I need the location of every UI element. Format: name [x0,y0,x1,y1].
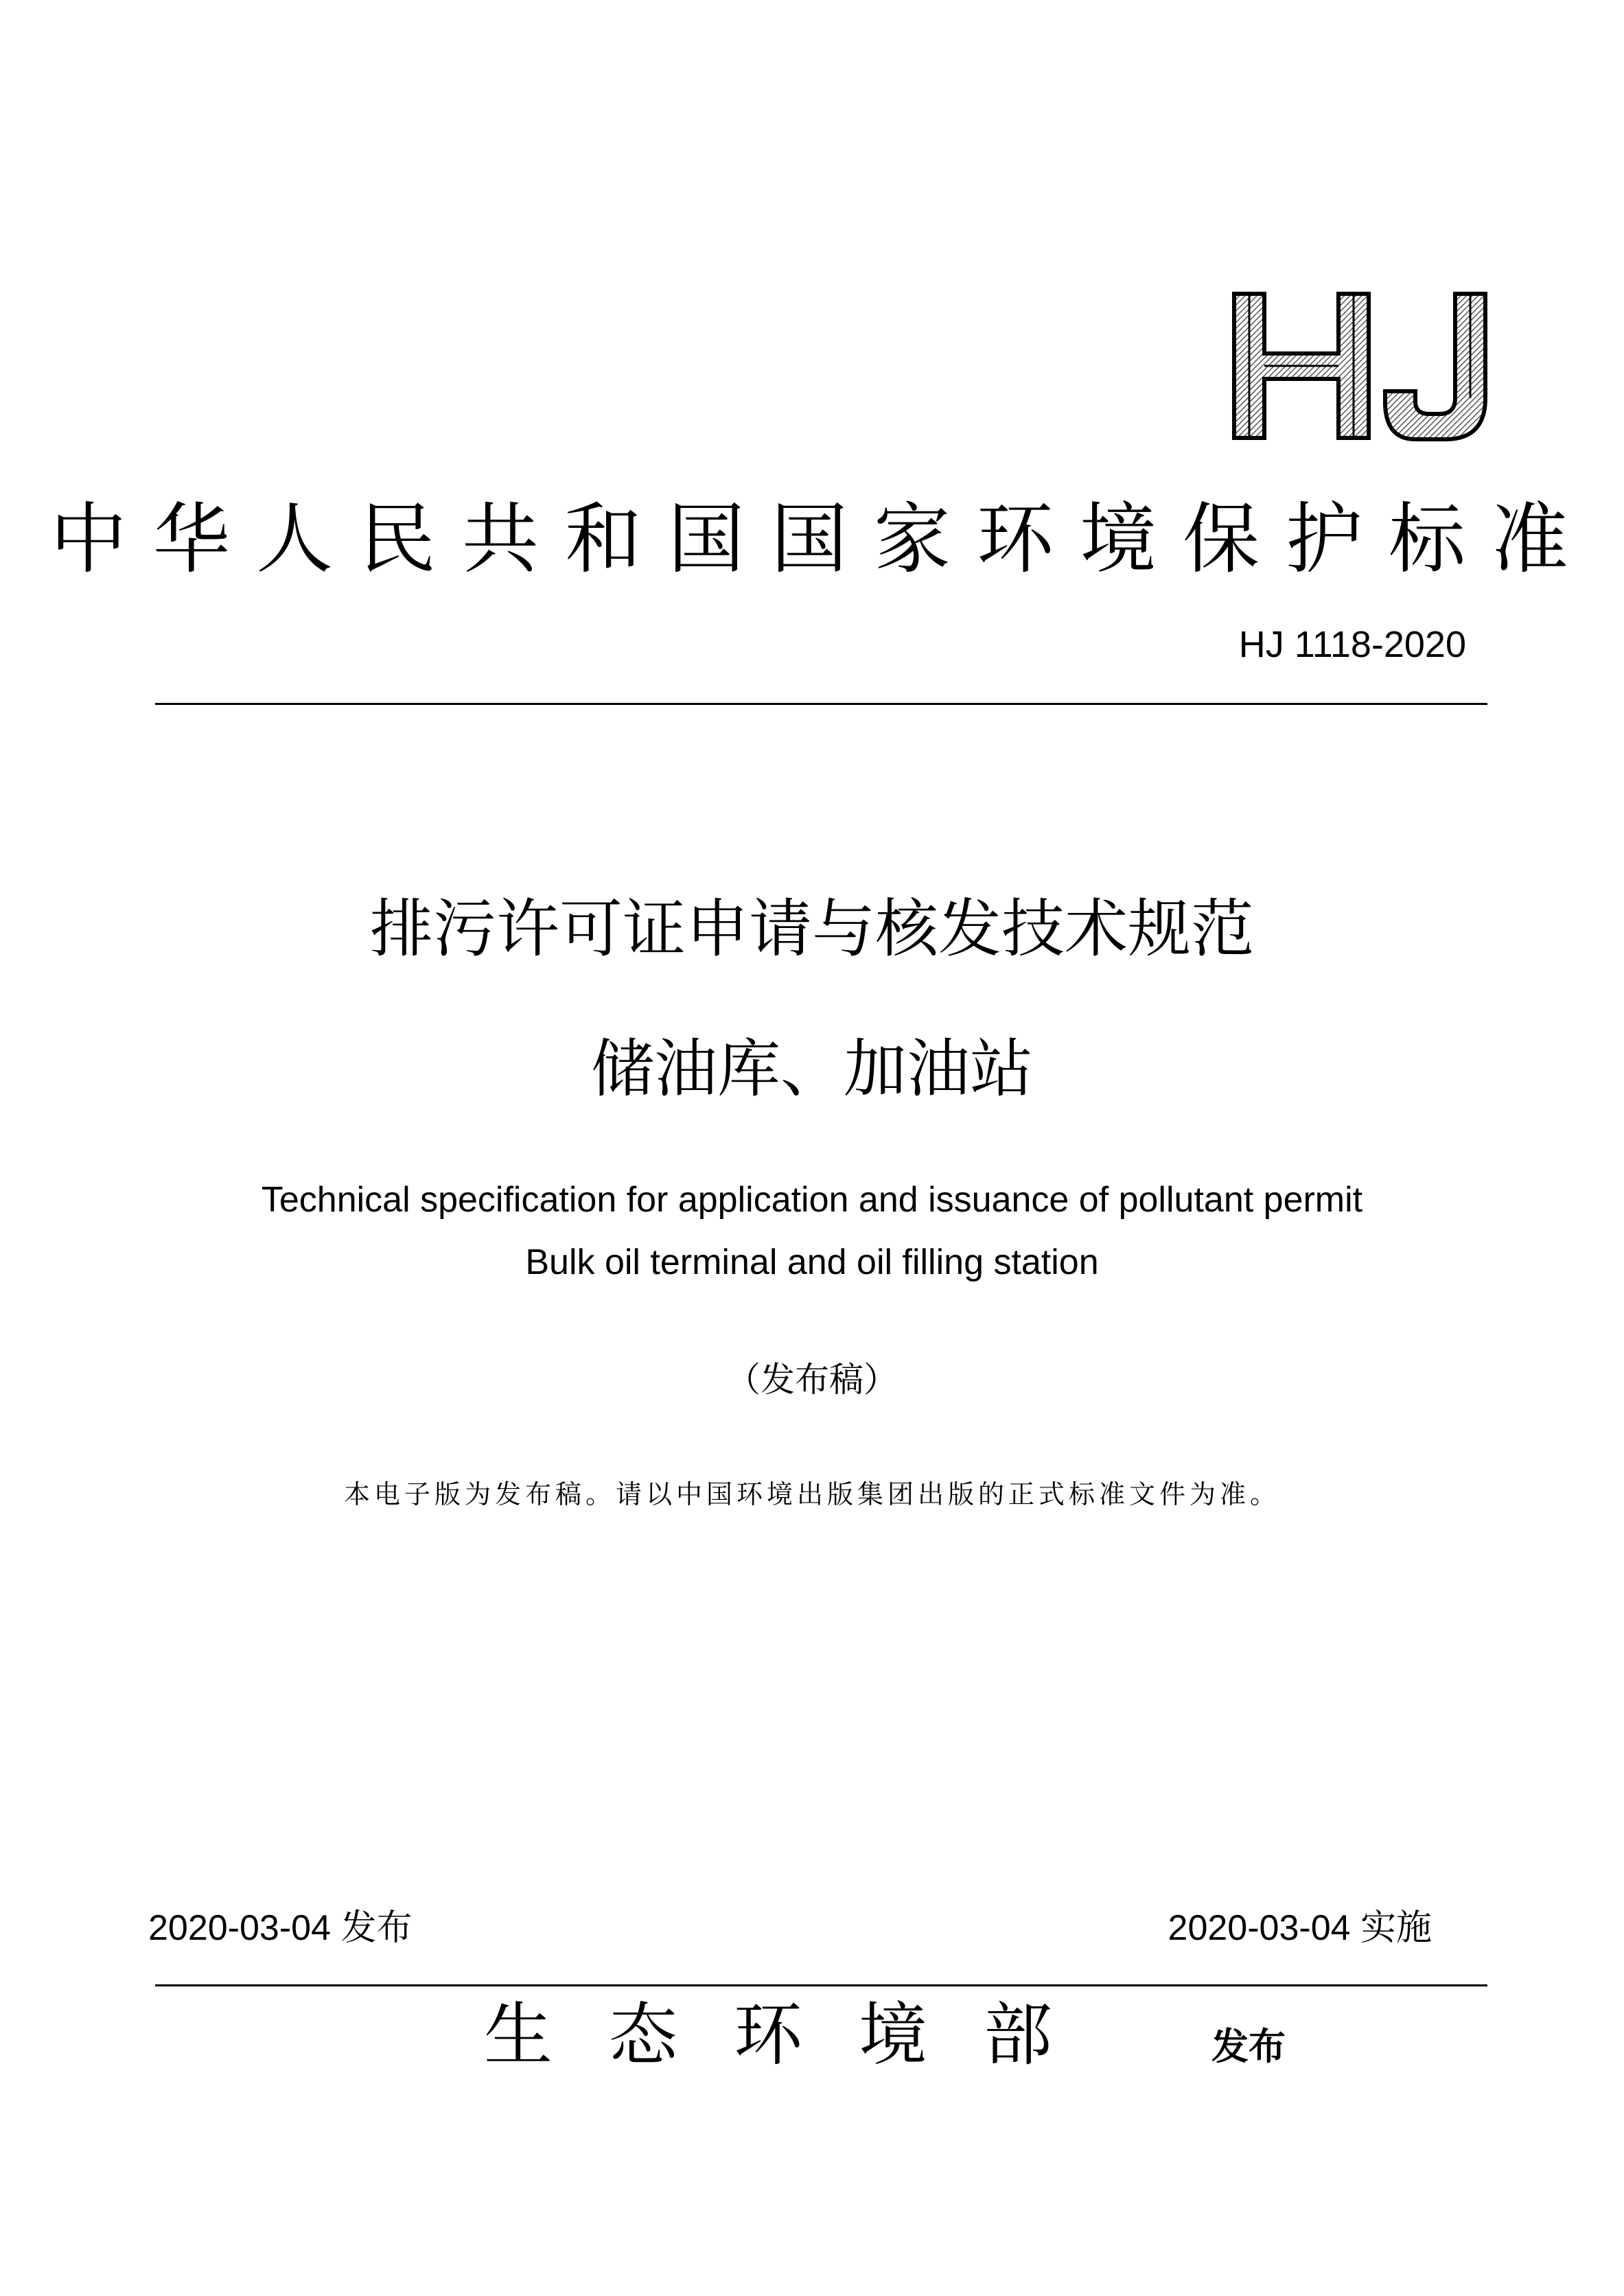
issuing-authority: 生态环境部 [484,1995,1109,2075]
english-title-line-2: Bulk oil terminal and oil filling station [525,1242,1099,1282]
top-divider [155,703,1487,705]
english-title-line-1: Technical specification for application and issuance of pollutant permit [261,1180,1363,1220]
publish-date: 2020-03-04 发布 [148,1908,413,1948]
bottom-divider [155,1984,1487,1986]
electronic-version-notice: 本电子版为发布稿。请以中国环境出版集团出版的正式标准文件为准。 [343,1479,1280,1509]
standard-number: HJ 1118-2020 [1238,624,1466,665]
chinese-title-line-2: 储油库、加油站 [590,1032,1033,1106]
chinese-title-line-1: 排污许可证申请与核发技术规范 [369,892,1254,966]
standard-category-title: 中华人民共和国国家环境保护标准 [50,495,1594,584]
issue-label: 发布 [1211,2025,1286,2068]
hj-logo [1229,288,1503,443]
effective-date: 2020-03-04 实施 [1168,1908,1432,1948]
draft-label: （发布稿） [726,1360,898,1400]
